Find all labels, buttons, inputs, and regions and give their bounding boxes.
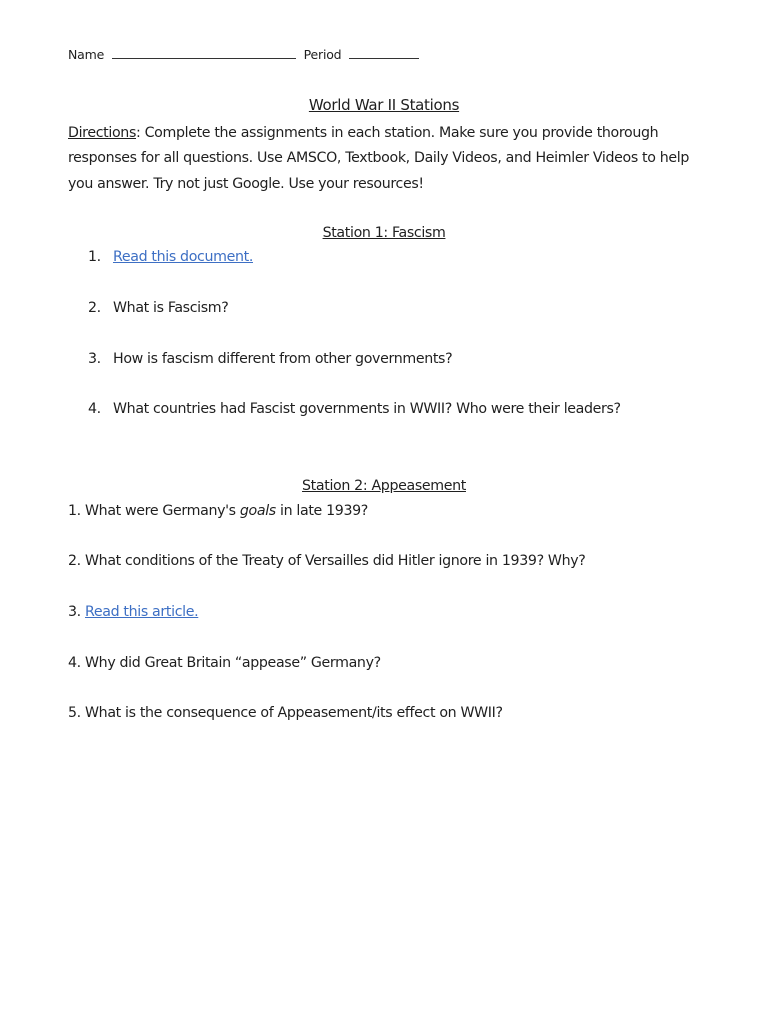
item-number: 3. [68, 604, 85, 620]
period-label: Period [303, 47, 342, 62]
question-emphasis: goals [239, 503, 276, 519]
station-1-item-3 [88, 351, 452, 367]
question-text: What countries had Fascist governments in WWII? Who were their leaders? [113, 401, 621, 417]
directions-text: : Complete the assignments in each station. Make sure you provide thorough responses for all questions. Use AMSCO, Textbook, Daily Videos, and Heimler Videos to help you answer. Try not just Google. Use your resources! [68, 125, 690, 192]
item-number: 3. [88, 351, 101, 367]
station-1-item-4 [88, 401, 621, 417]
question-suffix: in late 1939? [275, 503, 368, 519]
name-period-line [68, 47, 419, 62]
station-2-heading: Station 2: Appeasement [302, 478, 466, 494]
station-2-question-5: 5. What is the consequence of Appeasement/its effect on WWII? [68, 705, 503, 721]
station-1-item-1 [88, 249, 253, 265]
station-1-heading: Station 1: Fascism [322, 225, 446, 241]
directions-label: Directions [68, 125, 136, 141]
station-2-question-1 [68, 503, 368, 519]
station-1-item-2 [88, 300, 228, 316]
name-label: Name [68, 47, 105, 62]
item-number: 4. [88, 401, 101, 417]
station-2-question-4: 4. Why did Great Britain “appease” Germany? [68, 655, 381, 671]
read-article-link[interactable]: Read this article. [85, 604, 199, 620]
question-prefix: 1. What were Germany's [68, 503, 240, 519]
station-2-question-2: 2. What conditions of the Treaty of Versailles did Hitler ignore in 1939? Why? [68, 553, 586, 569]
item-number: 2. [88, 300, 101, 316]
question-text: What is Fascism? [113, 300, 229, 316]
directions-paragraph [68, 121, 718, 197]
name-blank[interactable] [112, 47, 296, 59]
question-text: How is fascism different from other governments? [113, 351, 453, 367]
station-2-question-3 [68, 604, 198, 620]
item-number: 1. [88, 249, 101, 265]
period-blank[interactable] [349, 47, 419, 59]
read-document-link[interactable]: Read this document. [113, 249, 253, 265]
page-title: World War II Stations [308, 96, 460, 114]
